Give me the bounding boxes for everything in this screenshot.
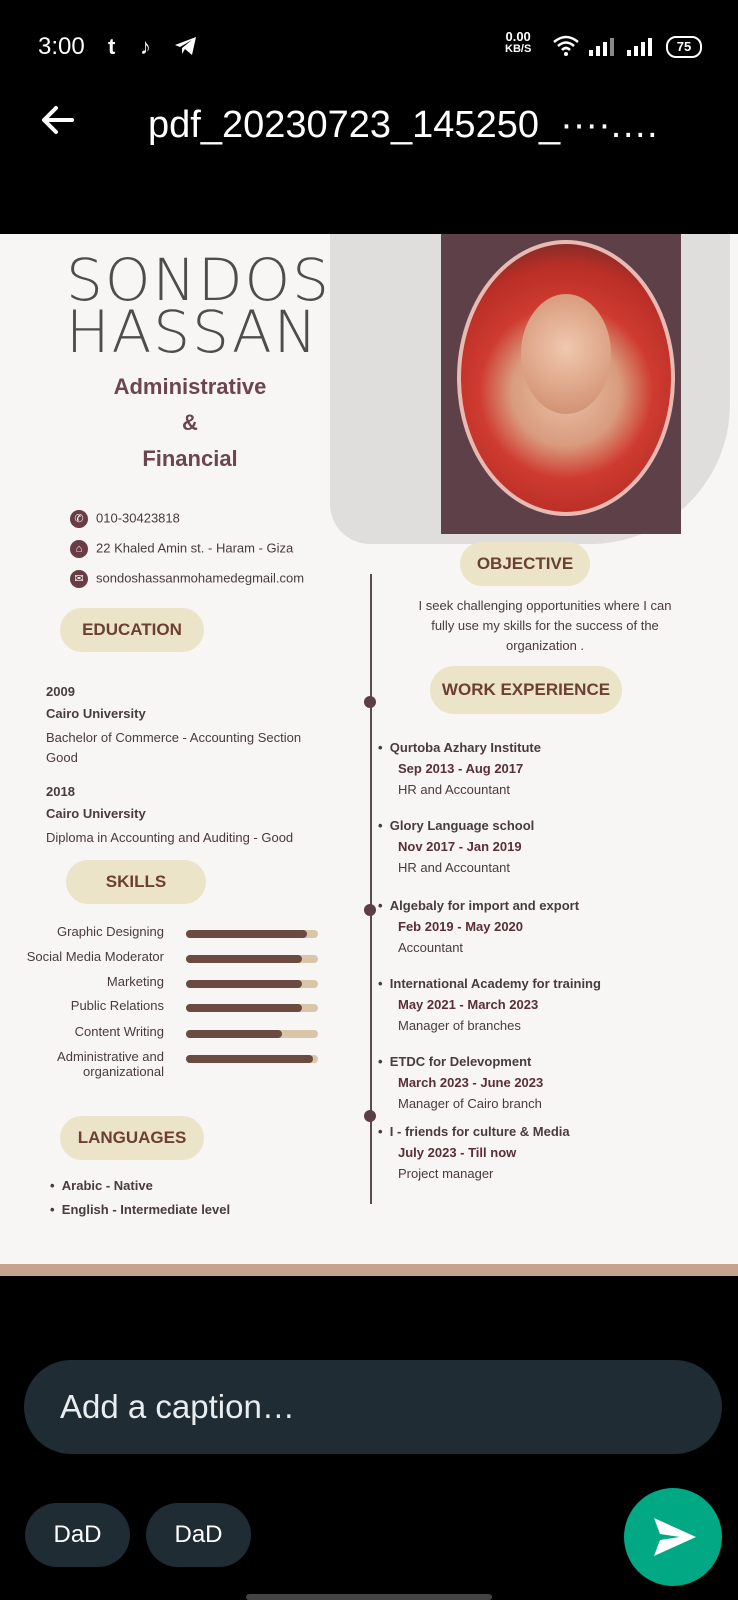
skill-bar [186, 1004, 318, 1012]
work-role: Manager of Cairo branch [398, 1096, 542, 1111]
home-icon: ⌂ [70, 540, 88, 558]
language-item: • Arabic - Native [50, 1178, 153, 1193]
wifi-icon [553, 34, 579, 61]
skill-bar-fill [186, 980, 302, 988]
work-item [378, 976, 718, 1033]
skill-bar [186, 1030, 318, 1038]
skill-label: Marketing [106, 974, 164, 989]
skills-heading: SKILLS [66, 860, 206, 904]
work-role: Project manager [398, 1166, 494, 1181]
tumblr-icon: t [108, 34, 116, 59]
work-dates: July 2023 - Till now [398, 1145, 517, 1160]
work-dates: Nov 2017 - Jan 2019 [398, 839, 522, 854]
work-item [378, 1054, 718, 1111]
address-row: ⌂ 22 Khaled Amin st. - Haram - Giza [70, 540, 293, 558]
education-school: Cairo University [46, 806, 146, 821]
work-company: • ETDC for Delevopment [378, 1054, 532, 1069]
send-button[interactable] [624, 1488, 722, 1586]
role-line-3: Financial [142, 446, 238, 471]
signal-icon [589, 38, 615, 61]
recipient-chip[interactable]: DaD [25, 1503, 130, 1567]
skill-label: Social Media Moderator [26, 949, 164, 964]
phone-icon: ✆ [70, 510, 88, 528]
tiktok-icon: ♪ [140, 34, 151, 59]
skill-bar-fill [186, 955, 302, 963]
work-company: • Glory Language school [378, 818, 535, 833]
skill-bar-fill [186, 1004, 302, 1012]
skill-bar [186, 955, 318, 963]
caption-input[interactable] [58, 1380, 682, 1434]
home-indicator[interactable] [246, 1594, 492, 1600]
clock: 3:00 [38, 33, 85, 60]
work-item [378, 740, 718, 797]
document-title: pdf_20230723_145250_····.… [148, 104, 660, 146]
skill-bar [186, 980, 318, 988]
skill-label: Content Writing [74, 1024, 164, 1039]
education-heading: EDUCATION [60, 608, 204, 652]
profile-face [521, 294, 611, 414]
document-page-edge [0, 1264, 738, 1276]
work-company: • Qurtoba Azhary Institute [378, 740, 541, 755]
resume-name: SONDOS HASSAN [66, 246, 331, 366]
phone-row: ✆ 010-30423818 [70, 510, 180, 528]
work-company: • International Academy for training [378, 976, 601, 991]
email-row: ✉ sondoshassanmohamedegmail.com [70, 570, 304, 588]
send-icon [624, 1488, 722, 1586]
battery-indicator: 75 [666, 36, 702, 58]
work-dates: Sep 2013 - Aug 2017 [398, 761, 524, 776]
skill-bar-fill [186, 930, 307, 938]
skill-bar [186, 930, 318, 938]
objective-text: I seek challenging opportunities where I can fully use my skills for the success of the organization . [418, 598, 672, 653]
skill-bar [186, 1055, 318, 1063]
skill-bar-fill [186, 1055, 313, 1063]
work-item [378, 1124, 718, 1181]
work-item [378, 818, 718, 875]
skill-label: Public Relations [70, 998, 164, 1013]
work-role: HR and Accountant [398, 782, 511, 797]
work-company: • Algebaly for import and export [378, 898, 580, 913]
skill-label: Administrative and organizational [57, 1049, 164, 1079]
recipient-chip[interactable]: DaD [146, 1503, 251, 1567]
work-company: • I - friends for culture & Media [378, 1124, 570, 1139]
work-dates: March 2023 - June 2023 [398, 1075, 544, 1090]
language-item: • English - Intermediate level [50, 1202, 231, 1217]
education-degree: Diploma in Accounting and Auditing - Good [46, 830, 294, 845]
work-role: Manager of branches [398, 1018, 521, 1033]
skill-bar-fill [186, 1030, 282, 1038]
education-degree: Bachelor of Commerce - Accounting Section [46, 730, 302, 745]
document-preview[interactable] [0, 234, 738, 1264]
work-role: HR and Accountant [398, 860, 511, 875]
net-speed: 0.00 KB/S [505, 29, 532, 55]
signal-icon [627, 38, 653, 61]
timeline-dot [364, 1110, 376, 1122]
work-dates: May 2021 - March 2023 [398, 997, 539, 1012]
mail-icon: ✉ [70, 570, 88, 588]
work-dates: Feb 2019 - May 2020 [398, 919, 524, 934]
timeline-dot [364, 904, 376, 916]
skill-label: Graphic Designing [57, 924, 164, 939]
telegram-icon [174, 36, 198, 61]
status-bar [0, 0, 738, 90]
work-item [378, 898, 718, 955]
languages-heading: LANGUAGES [60, 1116, 204, 1160]
education-year: 2018 [46, 784, 75, 799]
role-line-1: Administrative [113, 374, 267, 399]
role-line-2: & [182, 410, 198, 435]
work-heading: WORK EXPERIENCE [430, 666, 622, 714]
education-year: 2009 [46, 684, 75, 699]
education-school: Cairo University [46, 706, 146, 721]
work-role: Accountant [398, 940, 464, 955]
education-grade: Good [46, 750, 78, 765]
timeline-dot [364, 696, 376, 708]
objective-heading: OBJECTIVE [460, 542, 590, 586]
back-arrow-icon[interactable] [38, 100, 78, 140]
caption-bar [24, 1360, 722, 1454]
